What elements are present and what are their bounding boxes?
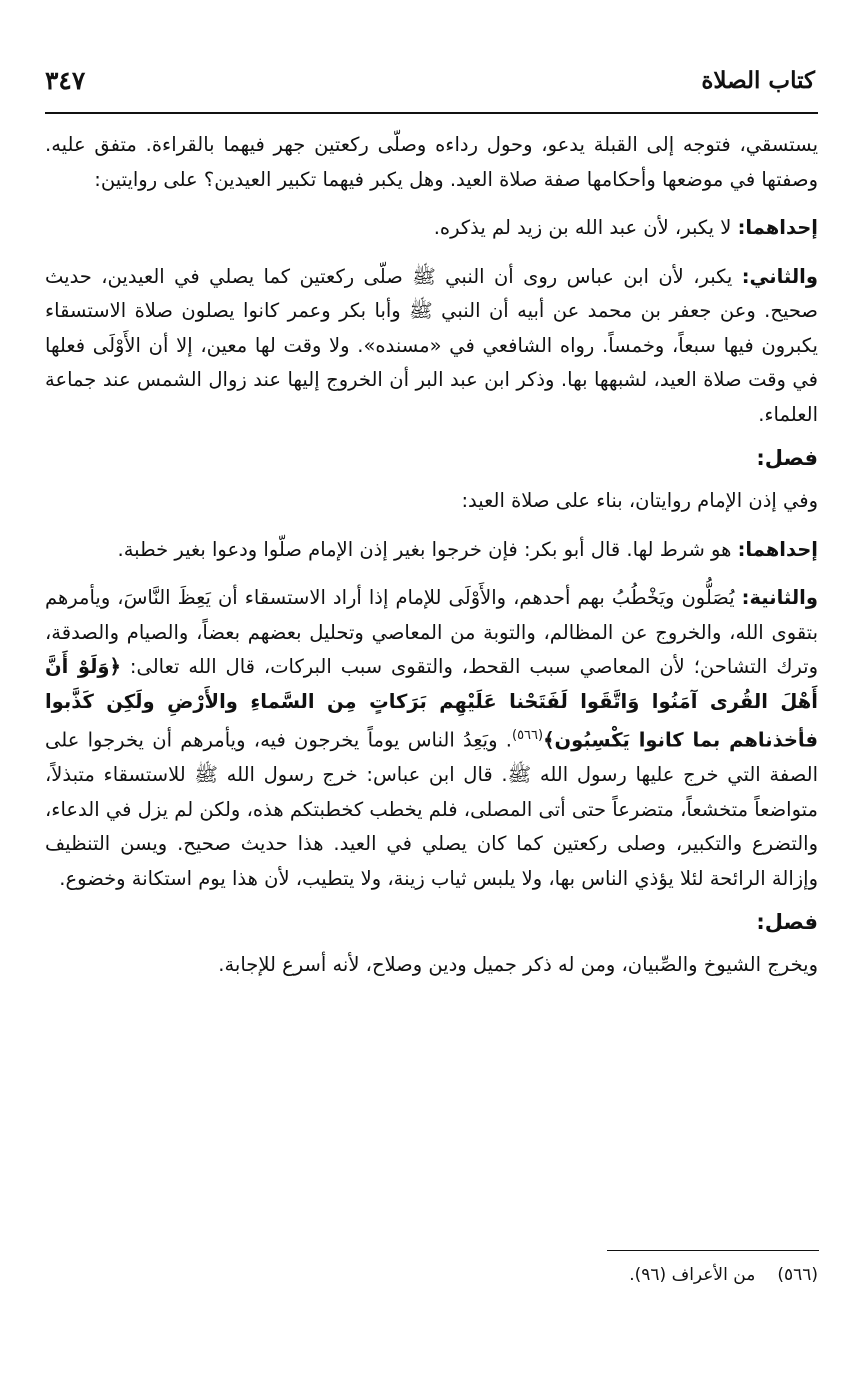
paragraph-7: ويخرج الشيوخ والصِّبيان، ومن له ذكر جميل ودين وصلاح، لأنه أسرع للإجابة. [218,953,818,976]
paragraph-lead: والثانية: [741,586,818,609]
page-body [45,128,818,997]
paragraph-text: لا يكبر، لأن عبد الله بن زيد لم يذكره. [433,216,738,239]
section-heading: فصل: [756,910,818,934]
paragraph-6 [45,581,818,896]
paragraph-text: يكبر، لأن ابن عباس روى أن النبي ﷺ صلّى ركعتين كما يصلي في العيدين، حديث صحيح. وعن جعفر بن محمد عن أبيه أن النبي ﷺ وأبا بكر وعمر كانوا يصلون صلاة الاستسقاء يكبرون فيها سبعاً، وخمساً. رواه الشافعي في «مسنده». ولا وقت لها معين، إلا أن الأَوْلَى فعلها في وقت صلاة العيد، لشبهها بها. وذكر ابن عبد البر أن الخروج إليها عند زوال الشمس عند جماعة العلماء. [45,264,818,426]
quran-verse: ﴿وَلَوْ أَنَّ أَهْلَ القُرى آمَنُوا وَاتَّقَوا لَفَتَحْنا عَلَيْهِم بَرَكاتٍ مِن السَّماءِ والأَرْضِ ولَكِن كَذَّبوا فأخذناهم بما كانوا يَكْسِبُون﴾ [45,655,818,752]
footnote-rule [607,1250,819,1251]
paragraph-3 [45,260,818,433]
page-number: ٣٤٧ [45,65,86,95]
footnote-reference[interactable]: (٥٦٦) [512,728,544,743]
paragraph-text: هو شرط لها. قال أبو بكر: فإن خرجوا بغير إذن الإمام صلّوا ودعوا بغير خطبة. [117,537,738,561]
running-title: كتاب الصلاة [701,66,815,94]
paragraph-lead: إحداهما: [737,537,818,561]
paragraph-1: يستسقي، فتوجه إلى القبلة يدعو، وحول رداءه وصلّى ركعتين جهر فيهما بالقراءة. متفق عليه. وصفتها في موضعها وأحكامها صفة صلاة العيد. وهل يكبر فيهما تكبير العيدين؟ على روايتين: [45,133,818,191]
footnote [45,1265,818,1285]
paragraph-lead: إحداهما: [737,216,818,239]
paragraph-lead: والثاني: [741,264,818,288]
paragraph-text: يُصَلُّون ويَخْطُبُ بهم أحدهم، والأَوْلَى للإمام إذا أراد الاستسقاء أن يَعِظَ النَّاسَ، ويأمرهم بتقوى الله، والخروج عن المظالم، والتوبة من المعاصي وتحليل بعضهم بعضاً، والصيام والصدقة، وترك التشاحن؛ لأن المعاصي سبب القحط، والتقوى سبب البركات، قال الله تعالى: [45,586,818,678]
paragraph-4: وفي إذن الإمام روايتان، بناء على صلاة العيد: [461,489,818,512]
paragraph-2 [45,211,818,246]
paragraph-text: . ويَعِدُ الناس يوماً يخرجون فيه، ويأمرهم أن يخرجوا على الصفة التي خرج عليها رسول الله ﷺ. قال ابن عباس: خرج رسول الله ﷺ للاستسقاء متبذلاً، متواضعاً متخشعاً، متضرعاً حتى أتى المصلى، فلم يخطب كخطبتكم هذه، ولكن لم يزل في الدعاء، والتضرع والتكبير، وصلى ركعتين كما كان يصلي في العيد. هذا حديث صحيح. ويسن التنظيف وإزالة الرائحة لئلا يؤذي الناس بها، ولا يلبس ثياب زينة، ولا يتطيب، لأن هذا يوم استكانة وخضوع. [45,728,818,890]
section-heading: فصل: [756,446,818,470]
footnote-number: (٥٦٦) [777,1265,818,1285]
page-header [45,62,815,98]
paragraph-5 [45,533,818,568]
header-rule [45,112,818,114]
footnote-text: من الأعراف (٩٦). [629,1265,756,1285]
